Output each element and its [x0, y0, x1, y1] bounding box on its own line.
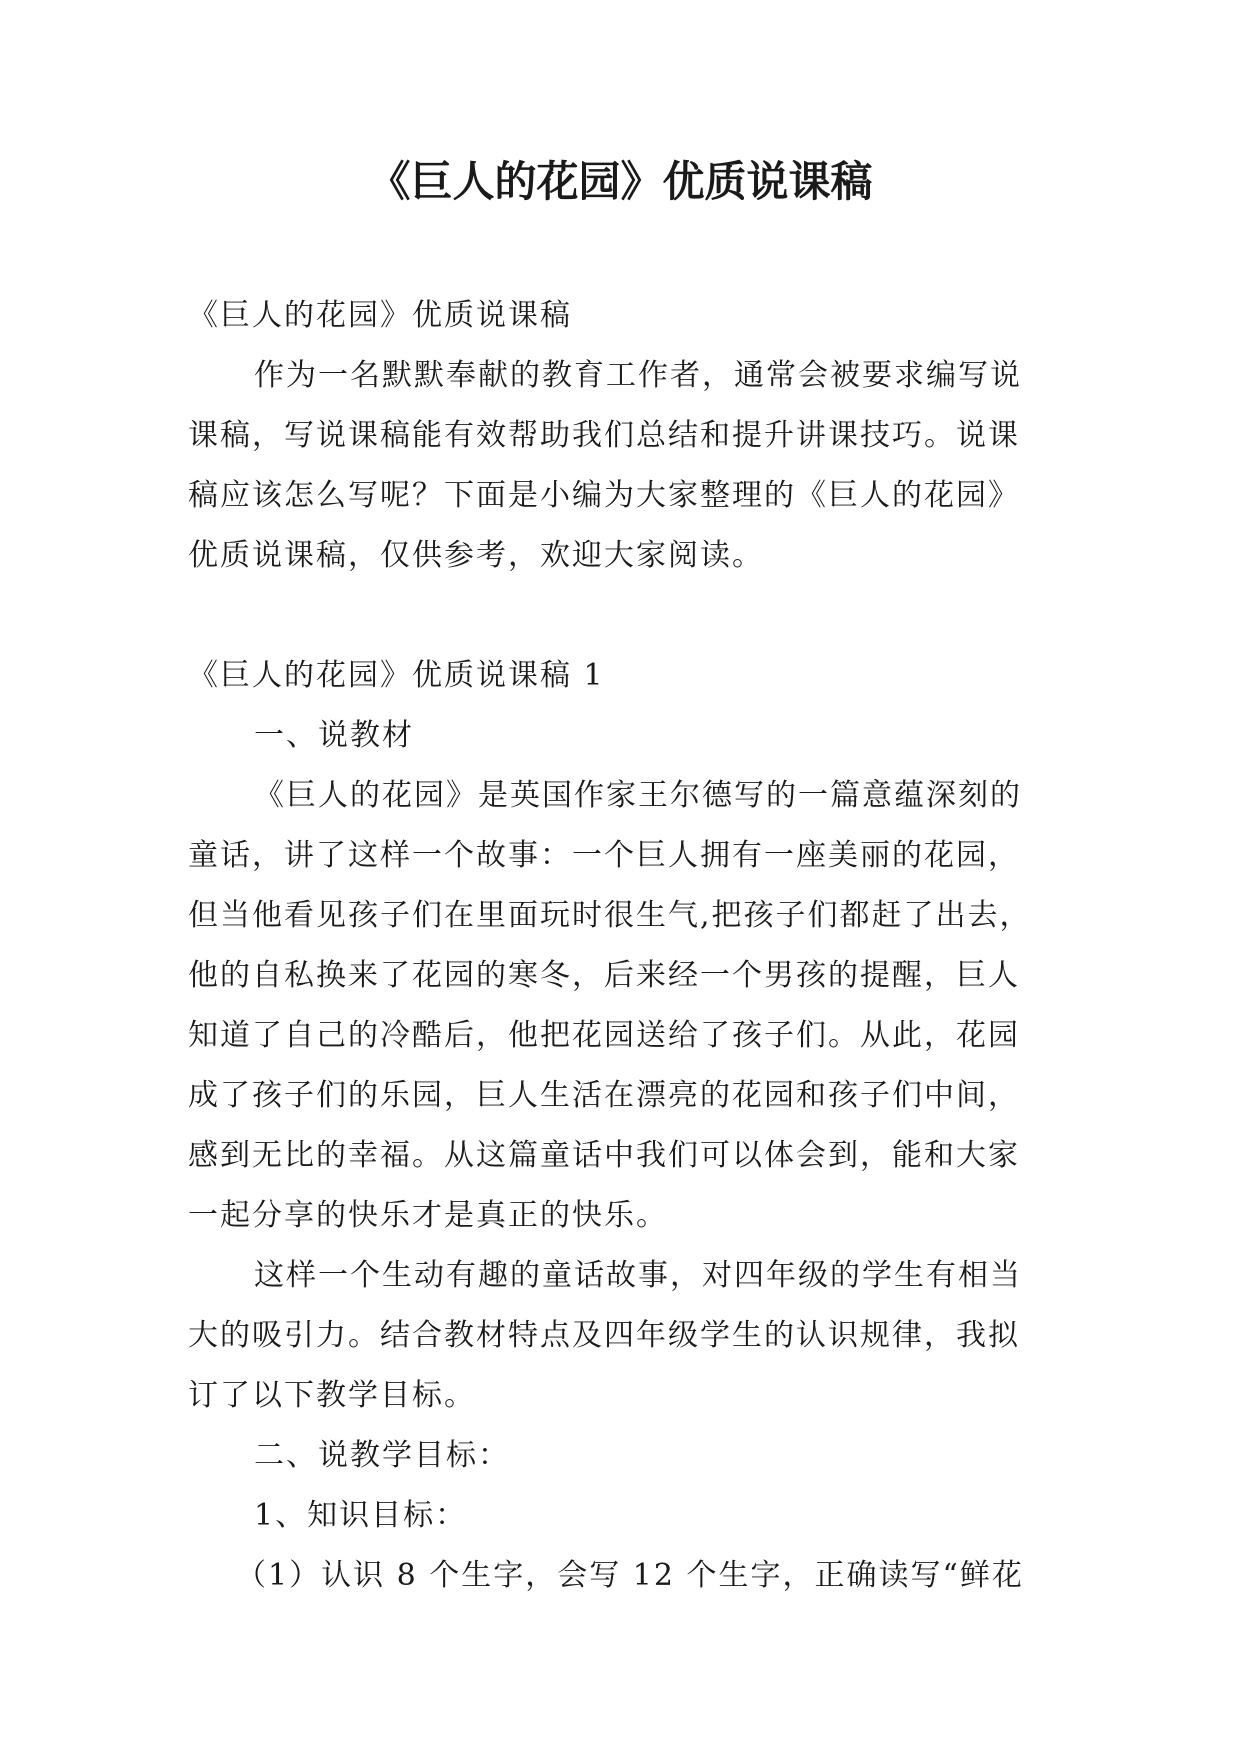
section-title: 《巨人的花园》优质说课稿 1	[188, 658, 605, 693]
document-title: 《巨人的花园》优质说课稿	[368, 157, 873, 206]
heading-knowledge-goals: 1、知识目标：	[254, 1498, 468, 1533]
intro-paragraph: 作为一名默默奉献的教育工作者，通常会被要求编写说课稿，写说课稿能有效帮助我们总结和提升讲课技巧。说课稿应该怎么写呢？下面是小编为大家整理的《巨人的花园》优质说课稿，仅供参考，欢迎大家阅读。	[188, 358, 1022, 573]
heading-teaching-goals: 二、说教学目标：	[254, 1438, 510, 1473]
paragraph-attraction: 这样一个生动有趣的童话故事，对四年级的学生有相当大的吸引力。结合教材特点及四年级学生的认识规律，我拟订了以下教学目标。	[188, 1258, 1022, 1413]
subtitle: 《巨人的花园》优质说课稿	[188, 298, 572, 333]
document-body	[188, 286, 1050, 1606]
paragraph-textbook: 《巨人的花园》是英国作家王尔德写的一篇意蕴深刻的童话，讲了这样一个故事：一个巨人拥有一座美丽的花园，但当他看见孩子们在里面玩时很生气,把孩子们都赶了出去，他的自私换来了花园的寒冬，后来经一个男孩的提醒，巨人知道了自己的冷酷后，他把花园送给了孩子们。从此，花园成了孩子们的乐园，巨人生活在漂亮的花园和孩子们中间，感到无比的幸福。从这篇童话中我们可以体会到，能和大家一起分享的快乐才是真正的快乐。	[188, 778, 1032, 1233]
paragraph-gap	[188, 586, 1050, 646]
heading-textbook: 一、说教材	[254, 718, 414, 753]
list-item: （1）认识 8 个生字，会写 12 个生字，正确读写“鲜花	[236, 1558, 1024, 1593]
